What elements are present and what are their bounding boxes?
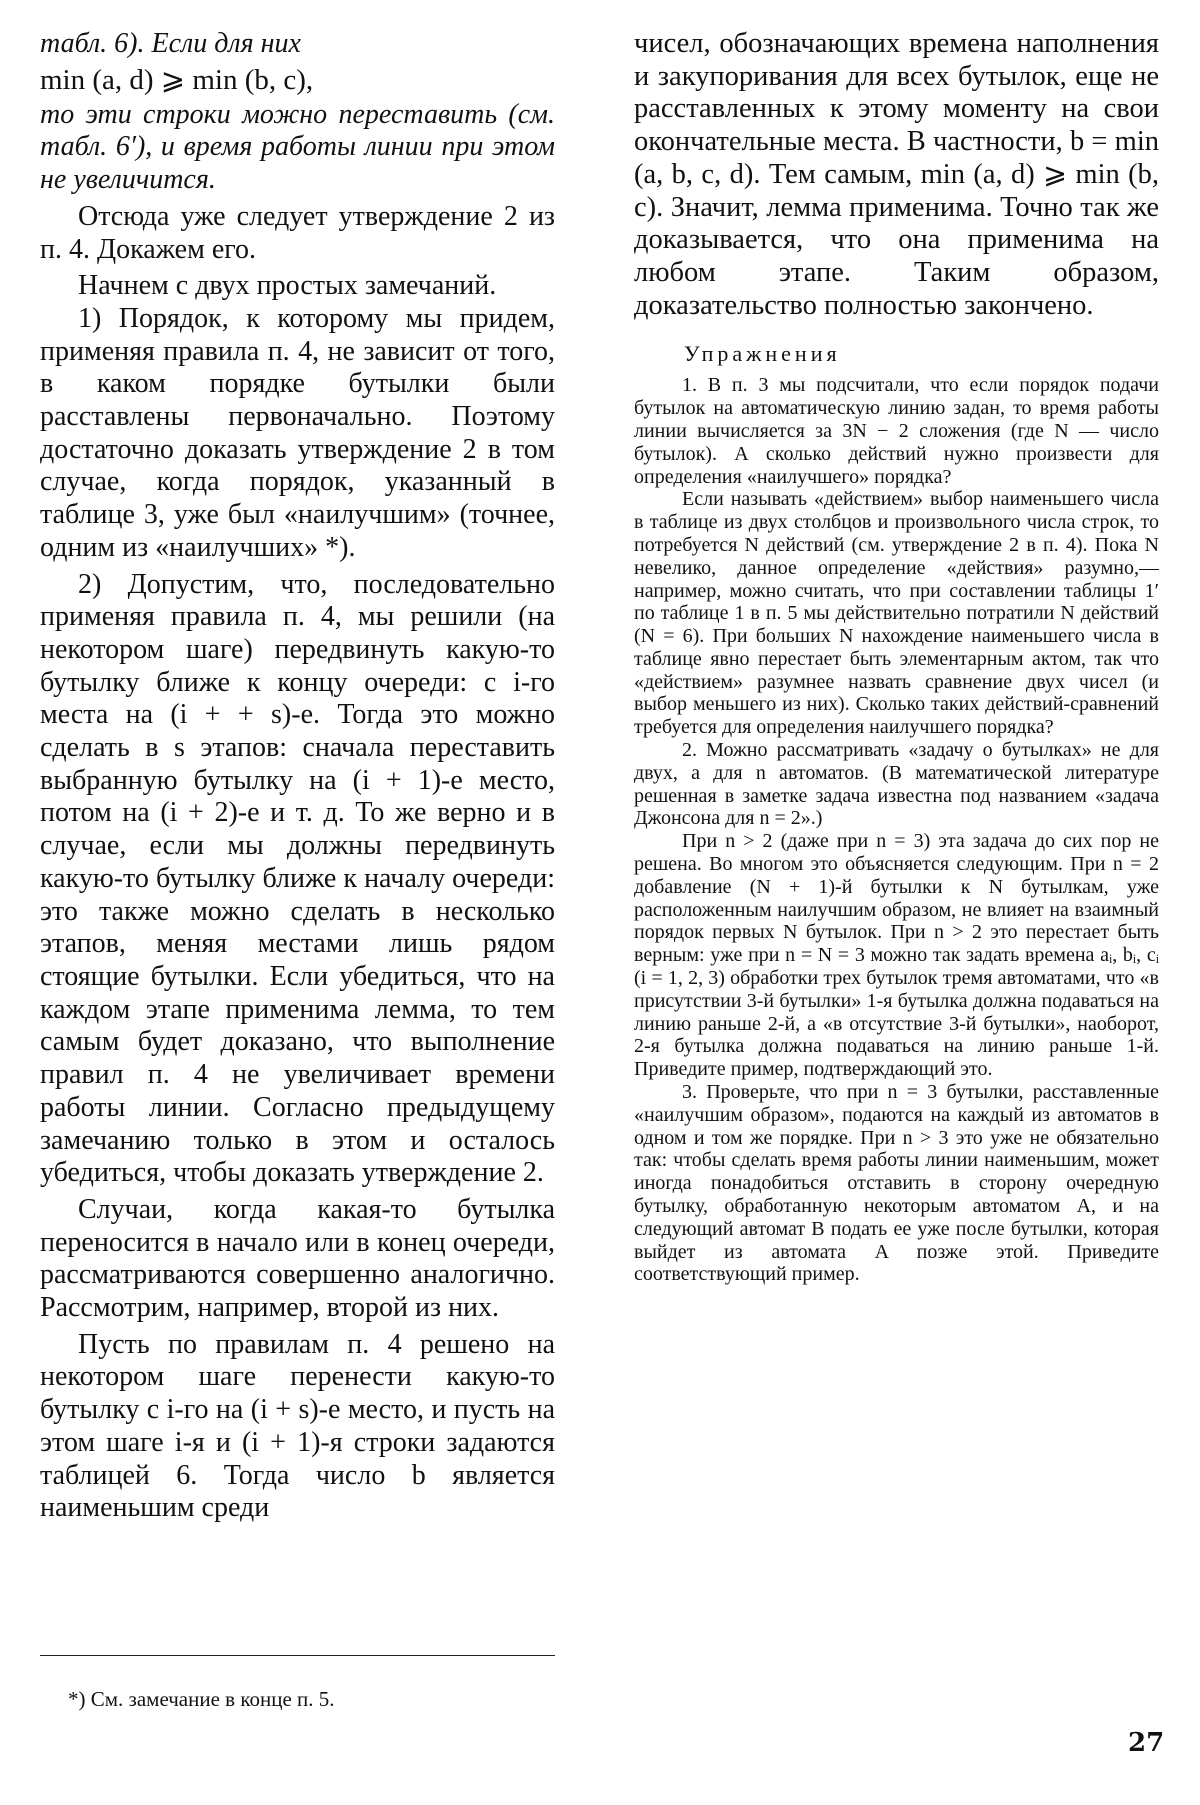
- footnote-divider: [40, 1655, 555, 1656]
- paragraph-3: 1) Порядок, к которому мы придем, применяя правила п. 4, не зависит от того, в каком порядке бутылки были расставлены первоначально. Поэтому достаточно доказать утверждение 2 в том случае, когда порядок, указанный в таблице 3, уже был «наилучшим» (точнее, одним из «наилучших» *).: [40, 302, 555, 563]
- intro-text: табл. 6). Если для них: [40, 28, 301, 59]
- footnote: *) См. замечание в конце п. 5.: [68, 1687, 335, 1711]
- right-column: [634, 28, 1159, 1286]
- continued-paragraph: чисел, обозначающих времена наполнения и закупоривания для всех бутылок, еще не расставленных к этому моменту на свои окончательные места. В частности, b = min (a, b, c, d). Тем самым, min (a, d) ⩾ min (b, c). Значит, лемма применима. Точно так же доказывается, что она применима на любом этапе. Таким образом, доказательство полностью закончено.: [634, 28, 1159, 321]
- left-column: [40, 28, 555, 1525]
- exercises-heading: Упражнения: [684, 341, 841, 367]
- paragraph-1: Отсюда уже следует утверждение 2 из п. 4. Докажем его.: [40, 200, 555, 265]
- exercise-3: 3. Проверьте, что при n = 3 бутылки, расставленные «наилучшим образом», подаются на каждый из автоматов в одном и том же порядке. При n > 3 это уже не обязательно так: чтобы сделать время работы линии наименьшим, может иногда понадобиться отставить в сторону очередную бутылку, обработанную некоторым автоматом A, и на следующий автомат B подать ее уже после бутылки, которая выйдет из автомата A позже этой. Приведите соответствующий пример.: [634, 1081, 1159, 1286]
- paragraph-6: Пусть по правилам п. 4 решено на некотором шаге перенести какую-то бутылку с i-го на (i + s)-е место, и пусть на этом шаге i-я и (i + 1)-я строки задаются таблицей 6. Тогда число b является наименьшим среди: [40, 1328, 555, 1524]
- exercises: [634, 374, 1159, 1286]
- exercise-2: 2. Можно рассматривать «задачу о бутылках» не для двух, а для n автоматов. (В математической литературе решенная в заметке задача известна под названием «задача Джонсона для n = 2».): [634, 739, 1159, 830]
- formula: min (a, d) ⩾ min (b, c),: [40, 63, 314, 96]
- exercise-2-continued: При n > 2 (даже при n = 3) эта задача до сих пор не решена. Во многом это объясняется следующим. При n = 2 добавление (N + 1)-й бутылки к N бутылкам, уже расположенным наилучшим образом, не влияет на взаимный порядок первых N бутылок. При n > 2 это перестает быть верным: уже при n = N = 3 можно так задать времена aᵢ, bᵢ, cᵢ (i = 1, 2, 3) обработки трех бутылок тремя автоматами, что «в присутствии 3-й бутылки» 1-я бутылка должна подаваться на линию раньше 2-й, а «в отсутствие 3-й бутылки», наоборот, 2-я бутылка должна подаваться на линию раньше 1-й. Приведите пример, подтверждающий это.: [634, 830, 1159, 1081]
- paragraph-2: Начнем с двух простых замечаний.: [78, 270, 497, 302]
- page-number: 27: [1128, 1728, 1165, 1758]
- exercise-1: 1. В п. 3 мы подсчитали, что если порядок подачи бутылок на автоматическую линию задан, то время работы линии вычисляется за 3N − 2 сложения (где N — число бутылок). А сколько действий нужно произвести для определения «наилучшего» порядка?: [634, 374, 1159, 488]
- italic-paragraph: то эти строки можно переставить (см. табл. 6′), и время работы линии при этом не увеличится.: [40, 98, 555, 196]
- paragraph-5: Случаи, когда какая-то бутылка переносится в начало или в конец очереди, рассматриваются совершенно аналогично. Рассмотрим, например, второй из них.: [40, 1193, 555, 1324]
- exercise-1-continued: Если называть «действием» выбор наименьшего числа в таблице из двух столбцов и произвольного числа строк, то потребуется N действий (см. утверждение 2 в п. 4). Пока N невелико, данное определение «действия» разумно,— например, можно считать, что при составлении таблицы 1′ по таблице 1 в п. 5 мы действительно потратили N действий (N = 6). При больших N нахождение наименьшего числа в таблице явно перестает быть элементарным актом, так что «действием» разумнее назвать сравнение двух чисел (и выбор меньшего из них). Сколько таких действий-сравнений требуется для определения наилучшего порядка?: [634, 488, 1159, 739]
- paragraph-4: 2) Допустим, что, последовательно применяя правила п. 4, мы решили (на некотором шаге) передвинуть какую-то бутылку ближе к концу очереди: с i-го места на (i + + s)-е. Тогда это можно сделать в s этапов: сначала переставить выбранную бутылку на (i + 1)-е место, потом на (i + 2)-е и т. д. То же верно и в случае, если мы должны передвинуть какую-то бутылку ближе к началу очереди: это также можно сделать в несколько этапов, меняя местами лишь рядом стоящие бутылки. Если убедиться, что на каждом этапе применима лемма, то тем самым будет доказано, что выполнение правил п. 4 не увеличивает времени работы линии. Согласно предыдущему замечанию только в этом и осталось убедиться, чтобы доказать утверждение 2.: [40, 568, 555, 1189]
